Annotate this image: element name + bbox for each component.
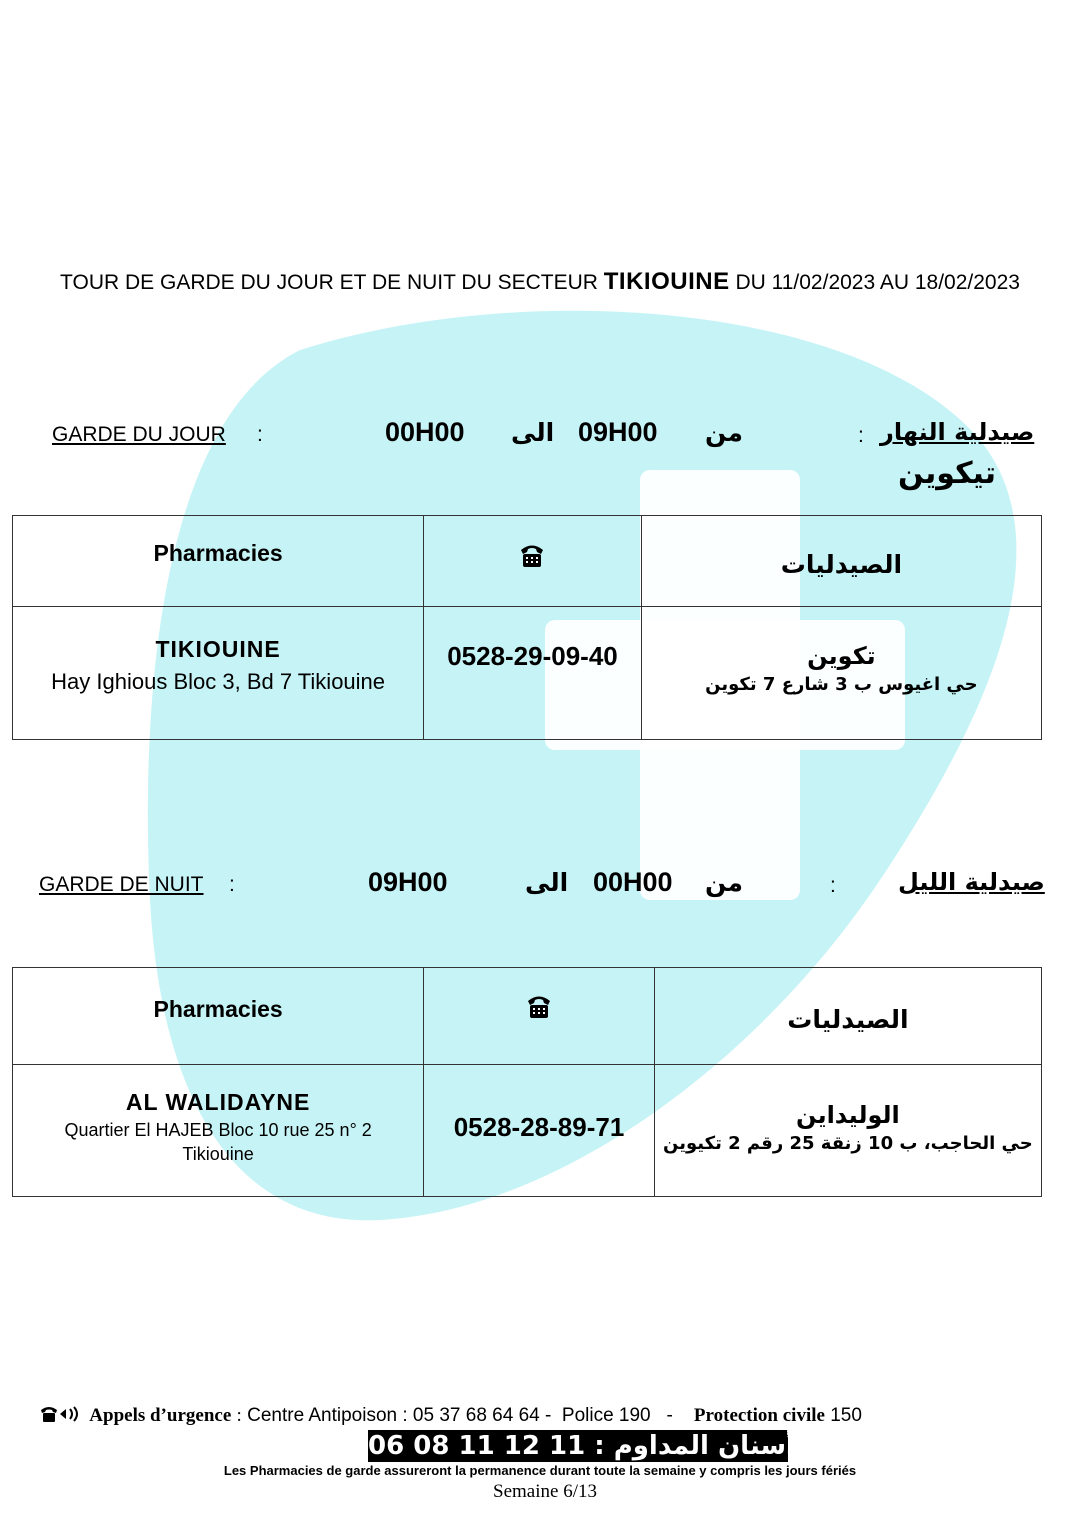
pharmacy-name-ar: الوليداين: [795, 1101, 900, 1129]
day-label-ar: صيدلية النهار: [880, 418, 1035, 446]
pharmacy-address-ar: حي اغيوس ب 3 شارع 7 تكوين: [705, 673, 978, 695]
pharmacy-phone: 0528-28-89-71: [453, 1112, 625, 1142]
day-colon: :: [257, 423, 263, 446]
night-pharmacy-table: [12, 967, 1042, 1197]
telephone-icon: [526, 992, 552, 1025]
permanence-note: Les Pharmacies de garde assureront la permanence durant toute la semaine y compris les jours fériés: [223, 1463, 857, 1478]
night-time-to: 09H00: [368, 867, 448, 897]
day-time-to: 00H00: [385, 417, 465, 447]
pharmacy-cell: [13, 607, 424, 740]
phone-cell: [424, 607, 642, 740]
day-label-fr: GARDE DU JOUR: [52, 423, 226, 446]
pharmacy-phone: 0528-29-09-40: [447, 641, 618, 671]
table-header-row: [13, 516, 1042, 607]
table-header-row: [13, 968, 1042, 1065]
table-row: [13, 607, 1042, 740]
header-phone: [424, 968, 655, 1065]
pharmacy-cell: [13, 1065, 424, 1197]
sector-name: TIKIOUINE: [603, 268, 730, 295]
night-colon: :: [229, 873, 235, 896]
pharmacy-name: TIKIOUINE: [155, 635, 281, 662]
emergency-calls-line: Appels d’urgence : Centre Antipoison : 05 37 68 64 64 - Police 190 - Protection civile 150: [40, 1404, 1040, 1430]
day-pharmacy-table: [12, 515, 1042, 740]
phone-cell: [424, 1065, 655, 1197]
pharmacy-name-ar: تكوين: [807, 641, 876, 670]
day-colon-ar: :: [858, 424, 864, 447]
header-pharmacies-ar: الصيدليات: [641, 516, 1041, 607]
pharmacy-address: Quartier El HAJEB Bloc 10 rue 25 n° 2 Tikiouine: [64, 1120, 372, 1164]
week-indicator: Semaine 6/13: [493, 1481, 597, 1502]
telephone-icon: [519, 541, 545, 574]
header-pharmacies: Pharmacies: [13, 516, 424, 607]
night-label-fr: GARDE DE NUIT: [39, 873, 204, 896]
night-time-from: 00H00: [593, 867, 673, 897]
day-city-ar: تيكوين: [898, 456, 997, 491]
pharmacy-cell-ar: [654, 1065, 1041, 1197]
night-colon-ar: :: [830, 874, 836, 897]
pharmacy-address: Hay Ighious Bloc 3, Bd 7 Tikiouine: [51, 668, 386, 694]
header-pharmacies-ar: الصيدليات: [654, 968, 1041, 1065]
night-min: من: [705, 868, 743, 897]
day-min: من: [705, 418, 743, 447]
pharmacy-address-ar: حي الحاجب، ب 10 زنقة 25 رقم 2 تكيوين: [663, 1133, 1033, 1154]
night-label-ar: صيدلية الليل: [898, 868, 1045, 896]
table-row: [13, 1065, 1042, 1197]
police-number: Police 190: [561, 1405, 651, 1426]
header-pharmacies: Pharmacies: [13, 968, 424, 1065]
day-time-from: 09H00: [578, 417, 658, 447]
antipoison-number: Centre Antipoison : 05 37 68 64 64 -: [247, 1405, 552, 1426]
page-title: TOUR DE GARDE DU JOUR ET DE NUIT DU SECTEUR TIKIOUINE DU 11/02/2023 AU 18/02/2023: [60, 268, 1020, 295]
pharmacy-cell-ar: [641, 607, 1041, 740]
pharmacy-name: AL WALIDAYNE: [125, 1089, 311, 1115]
on-call-dentist-banner: طبيب الأسنان المداوم : 11 12 11 08 06: [368, 1431, 897, 1461]
day-ila: الى: [511, 418, 555, 447]
night-ila: الى: [525, 868, 569, 897]
header-phone: [424, 516, 642, 607]
emergency-phone-icon: [40, 1404, 84, 1430]
protection-civile-number: 150: [830, 1405, 862, 1426]
